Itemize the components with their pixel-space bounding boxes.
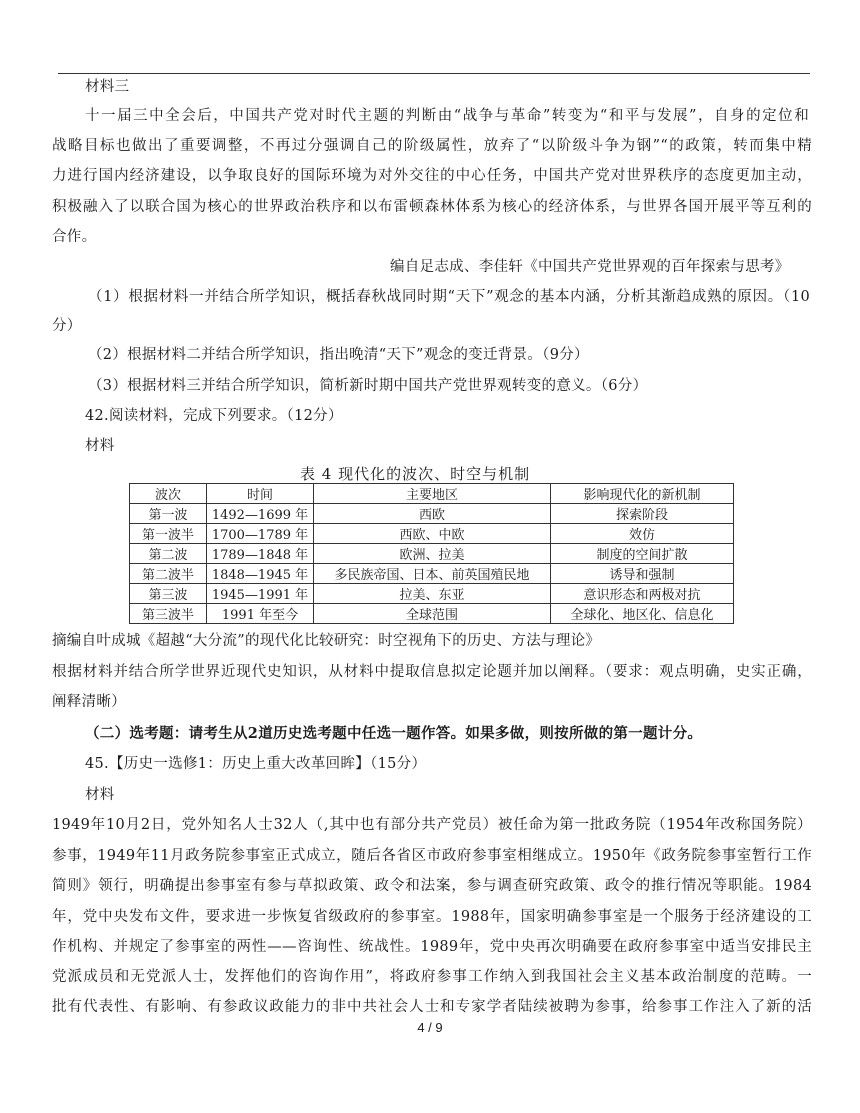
table-cell: 第二波半 <box>130 564 207 584</box>
table-cell: 西欧 <box>314 504 551 524</box>
question-1-tail: 分） <box>52 318 82 334</box>
table-row <box>130 544 734 564</box>
table-row <box>130 504 734 524</box>
table-cell: 第三波半 <box>130 604 207 624</box>
table-cell: 探索阶段 <box>551 504 734 524</box>
paragraph-line: 参事，1949年11月政务院参事室正式成立，随后各省区市政府参事室相继成立。1950年《政务院参事室暂行工作 <box>52 848 812 864</box>
page-number: 4 / 9 <box>417 1020 443 1035</box>
table-row <box>130 524 734 544</box>
table-cell: 1492—1699 年 <box>207 504 314 524</box>
table-cell: 1991 年至今 <box>207 604 314 624</box>
table-title: 表 4 现代化的波次、时空与机制 <box>300 465 531 483</box>
paragraph-line: 党派成员和无党派人士，发挥他们的咨询作用”，将政府参事工作纳入到我国社会主义基本政治制度的范畴。一 <box>52 969 812 985</box>
table-header-cell: 波次 <box>130 484 207 504</box>
paragraph-line: 积极融入了以联合国为核心的世界政治秩序和以布雷顿森林体系为核心的经济体系，与世界各国开展平等互利的 <box>52 199 812 215</box>
paragraph-line: 力进行国内经济建设，以争取良好的国际环境为对外交往的中心任务，中国共产党对世界秩序的态度更加主动， <box>52 168 812 184</box>
paragraph-line: 十一届三中全会后，中国共产党对时代主题的判断由“战争与革命”转变为“和平与发展”，自身的定位和 <box>85 108 809 124</box>
table-header-cell: 时间 <box>207 484 314 504</box>
table-cell: 1700—1789 年 <box>207 524 314 544</box>
paragraph-line: 简则》领行，明确提出参事室有参与草拟政策、政令和法案，参与调查研究政策、政令的推行情况等职能。1984 <box>52 878 812 894</box>
question-3: （3）根据材料三并结合所学知识，简析新时期中国共产党世界观转变的意义。（6分） <box>88 378 648 394</box>
table-cell: 欧洲、拉美 <box>314 544 551 564</box>
table-cell: 第一波半 <box>130 524 207 544</box>
table-cell: 拉美、东亚 <box>314 584 551 604</box>
instruction-line: 阐释清晰） <box>52 694 126 710</box>
material-3-heading: 材料三 <box>85 79 130 95</box>
table-source: 摘编自叶成城《超越“大分流”的现代化比较研究：时空视角下的历史、方法与理论》 <box>52 633 601 649</box>
table-header-row <box>130 484 734 504</box>
table-cell: 制度的空间扩散 <box>551 544 734 564</box>
table-cell: 全球范围 <box>314 604 551 624</box>
question-1: （1）根据材料一并结合所学知识，概括春秋战同时期“天下”观念的基本内涵，分析其渐趋成熟的原因。（10 <box>88 289 810 305</box>
source-citation: 编自足志成、李佳轩《中国共产党世界观的百年探索与思考》 <box>390 259 790 275</box>
elective-section-heading: （二）选考题：请考生从2道历史选考题中任选一题作答。如果多做，则按所做的第一题计分。 <box>85 725 703 742</box>
modernization-table <box>129 483 734 624</box>
table-cell: 全球化、地区化、信息化 <box>551 604 734 624</box>
material-label: 材料 <box>85 438 115 454</box>
header-rule <box>58 73 810 74</box>
paragraph-line: 合作。 <box>52 229 97 245</box>
instruction-line: 根据材料并结合所学世界近现代史知识，从材料中提取信息拟定论题并加以阐释。（要求：观点明确，史实正确， <box>52 664 812 680</box>
question-45-heading: 45.【历史一选修1：历史上重大改革回眸】（15分） <box>85 756 427 772</box>
table-cell: 效仿 <box>551 524 734 544</box>
question-2: （2）根据材料二并结合所学知识，指出晚清“天下”观念的变迁背景。（9分） <box>88 347 589 363</box>
table-cell: 意识形态和两极对抗 <box>551 584 734 604</box>
table-cell: 第二波 <box>130 544 207 564</box>
table-cell: 第一波 <box>130 504 207 524</box>
table-header-cell: 主要地区 <box>314 484 551 504</box>
table-header-cell: 影响现代化的新机制 <box>551 484 734 504</box>
paragraph-line: 批有代表性、有影响、有参政议政能力的非中共社会人士和专家学者陆续被聘为参事，给参事工作注入了新的活 <box>52 999 812 1015</box>
table-row <box>130 584 734 604</box>
table-row <box>130 604 734 624</box>
paragraph-line: 1949年10月2日，党外知名人士32人（,其中也有部分共产党员）被任命为第一批政务院（1954年改称国务院） <box>52 817 812 833</box>
paragraph-line: 作机构、并规定了参事室的两性——咨询性、统战性。1989年，党中央再次明确要在政府参事室中适当安排民主 <box>52 939 812 955</box>
paragraph-line: 战略目标也做出了重要调整，不再过分强调自己的阶级属性，放弃了“以阶级斗争为钢”“的政策，转而集中精 <box>52 138 812 154</box>
table-cell: 1848—1945 年 <box>207 564 314 584</box>
table-cell: 1789—1848 年 <box>207 544 314 564</box>
paragraph-line: 年，党中央发布文件，要求进一步恢复省级政府的参事室。1988年，国家明确参事室是一个服务于经济建设的工 <box>52 909 812 925</box>
question-42-heading: 42.阅读材料，完成下列要求。（12分） <box>85 408 343 424</box>
table-cell: 西欧、中欧 <box>314 524 551 544</box>
table-cell: 多民族帝国、日本、前英国殖民地 <box>314 564 551 584</box>
material-label: 材料 <box>85 787 115 803</box>
table-cell: 1945—1991 年 <box>207 584 314 604</box>
table-cell: 第三波 <box>130 584 207 604</box>
table-cell: 诱导和强制 <box>551 564 734 584</box>
table-row <box>130 564 734 584</box>
